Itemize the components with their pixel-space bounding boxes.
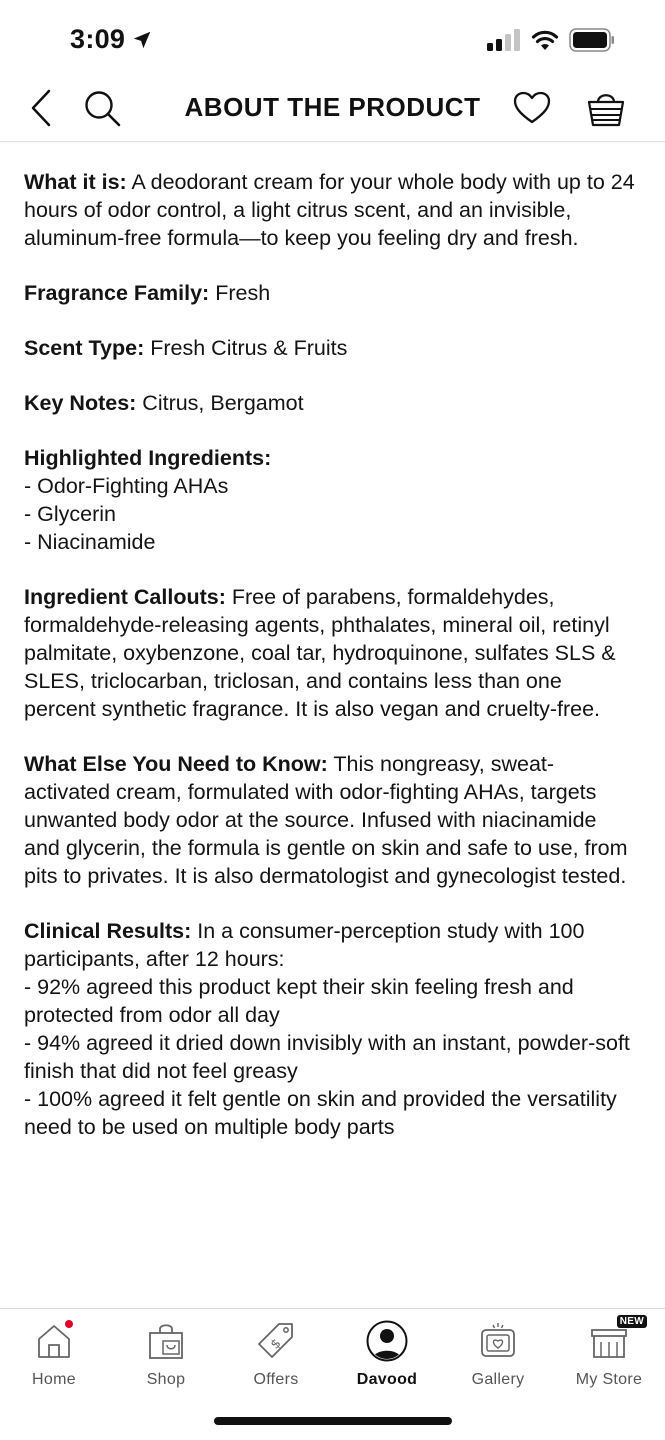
status-bar	[0, 0, 665, 78]
product-details	[24, 168, 638, 1168]
clinical-results-text: In a consumer-perception study with 100 participants, after 12 hours:	[24, 919, 585, 971]
svg-text:$: $	[267, 1336, 285, 1353]
list-item: - Niacinamide	[24, 530, 156, 554]
location-arrow-icon	[131, 29, 153, 51]
back-chevron-icon	[30, 89, 52, 127]
ingredient-callouts-text: Free of parabens, formaldehydes, formaldehyde-releasing agents, phthalates, mineral oil, retinyl palmitate, oxybenzone, coal tar, hydroquinone, sulfates SLS & SLES, triclocarban, triclosan, and contains less than one percent synthetic fragrance. It is also vegan and cruelty-free.	[24, 585, 616, 721]
status-time	[70, 24, 153, 55]
what-it-is-text: A deodorant cream for your whole body with up to 24 hours of odor control, a light citrus scent, and an invisible, aluminum-free formula—to keep you feeling dry and fresh.	[24, 170, 635, 250]
battery-icon	[569, 28, 615, 52]
wifi-icon	[531, 29, 559, 51]
tab-shop[interactable]	[116, 1319, 216, 1399]
tab-gallery-label: Gallery	[471, 1371, 525, 1388]
list-item: - 100% agreed it felt gentle on skin and provided the versatility need to be used on multiple body parts	[24, 1087, 617, 1139]
new-badge: NEW	[617, 1315, 647, 1328]
ingredient-callouts-section	[24, 583, 638, 723]
heart-icon	[513, 91, 551, 125]
clinical-results-label: Clinical Results:	[24, 919, 192, 943]
key-notes-text: Citrus, Bergamot	[136, 391, 304, 415]
basket-icon	[586, 88, 626, 128]
search-icon	[82, 88, 122, 128]
status-icons	[487, 28, 615, 52]
highlighted-ingredients-label: Highlighted Ingredients:	[24, 446, 272, 470]
page-title: ABOUT THE PRODUCT	[184, 92, 481, 122]
search-button[interactable]	[80, 86, 124, 130]
fragrance-family-label: Fragrance Family:	[24, 281, 210, 305]
clinical-results-section	[24, 917, 638, 1141]
tab-my-store-label: My Store	[575, 1371, 643, 1388]
highlighted-ingredients-section	[24, 444, 638, 556]
list-item: - 92% agreed this product kept their skin feeling fresh and protected from odor all day	[24, 975, 574, 1027]
what-else-label: What Else You Need to Know:	[24, 752, 328, 776]
fragrance-family-text: Fresh	[209, 281, 271, 305]
what-else-text: This nongreasy, sweat-activated cream, formulated with odor-fighting AHAs, targets unwanted body odor at the source. Infused with niacinamide and glycerin, the formula is gentle on skin and safe to use, from pits to privates. It is also dermatologist and gynecologist tested.	[24, 752, 628, 888]
tab-shop-label: Shop	[146, 1371, 186, 1388]
wishlist-button[interactable]	[510, 86, 554, 130]
scent-type-label: Scent Type:	[24, 336, 145, 360]
tab-home[interactable]	[4, 1319, 104, 1399]
fragrance-family-section	[24, 279, 638, 307]
nav-header	[0, 78, 665, 142]
ingredient-callouts-label: Ingredient Callouts:	[24, 585, 226, 609]
notification-dot	[65, 1320, 73, 1328]
profile-avatar-icon	[366, 1320, 408, 1362]
tab-home-label: Home	[32, 1371, 76, 1388]
back-button[interactable]	[26, 88, 56, 128]
tab-gallery[interactable]	[448, 1319, 548, 1399]
scent-type-text: Fresh Citrus & Fruits	[144, 336, 348, 360]
what-else-section	[24, 750, 638, 890]
home-icon-wrap	[32, 1319, 76, 1363]
signal-icon	[487, 29, 521, 51]
tab-my-store[interactable]	[559, 1316, 659, 1399]
gallery-icon	[477, 1320, 519, 1362]
status-time-text: 3:09	[70, 24, 126, 54]
home-indicator	[214, 1417, 452, 1425]
list-item: - Odor-Fighting AHAs	[24, 474, 229, 498]
tab-profile[interactable]	[337, 1319, 437, 1399]
tab-offers-label: Offers	[253, 1371, 299, 1388]
what-it-is-label: What it is:	[24, 170, 127, 194]
tab-profile-label: Davood	[356, 1371, 418, 1388]
offers-tag-icon	[255, 1320, 297, 1362]
list-item: - 94% agreed it dried down invisibly with an instant, powder-soft finish that did not feel greasy	[24, 1031, 630, 1083]
key-notes-section	[24, 389, 638, 417]
shop-bag-icon	[146, 1321, 186, 1361]
list-item: - Glycerin	[24, 502, 116, 526]
what-it-is-section	[24, 168, 638, 252]
basket-button[interactable]	[584, 84, 628, 132]
tab-offers[interactable]	[226, 1319, 326, 1399]
scent-type-section	[24, 334, 638, 362]
key-notes-label: Key Notes:	[24, 391, 137, 415]
